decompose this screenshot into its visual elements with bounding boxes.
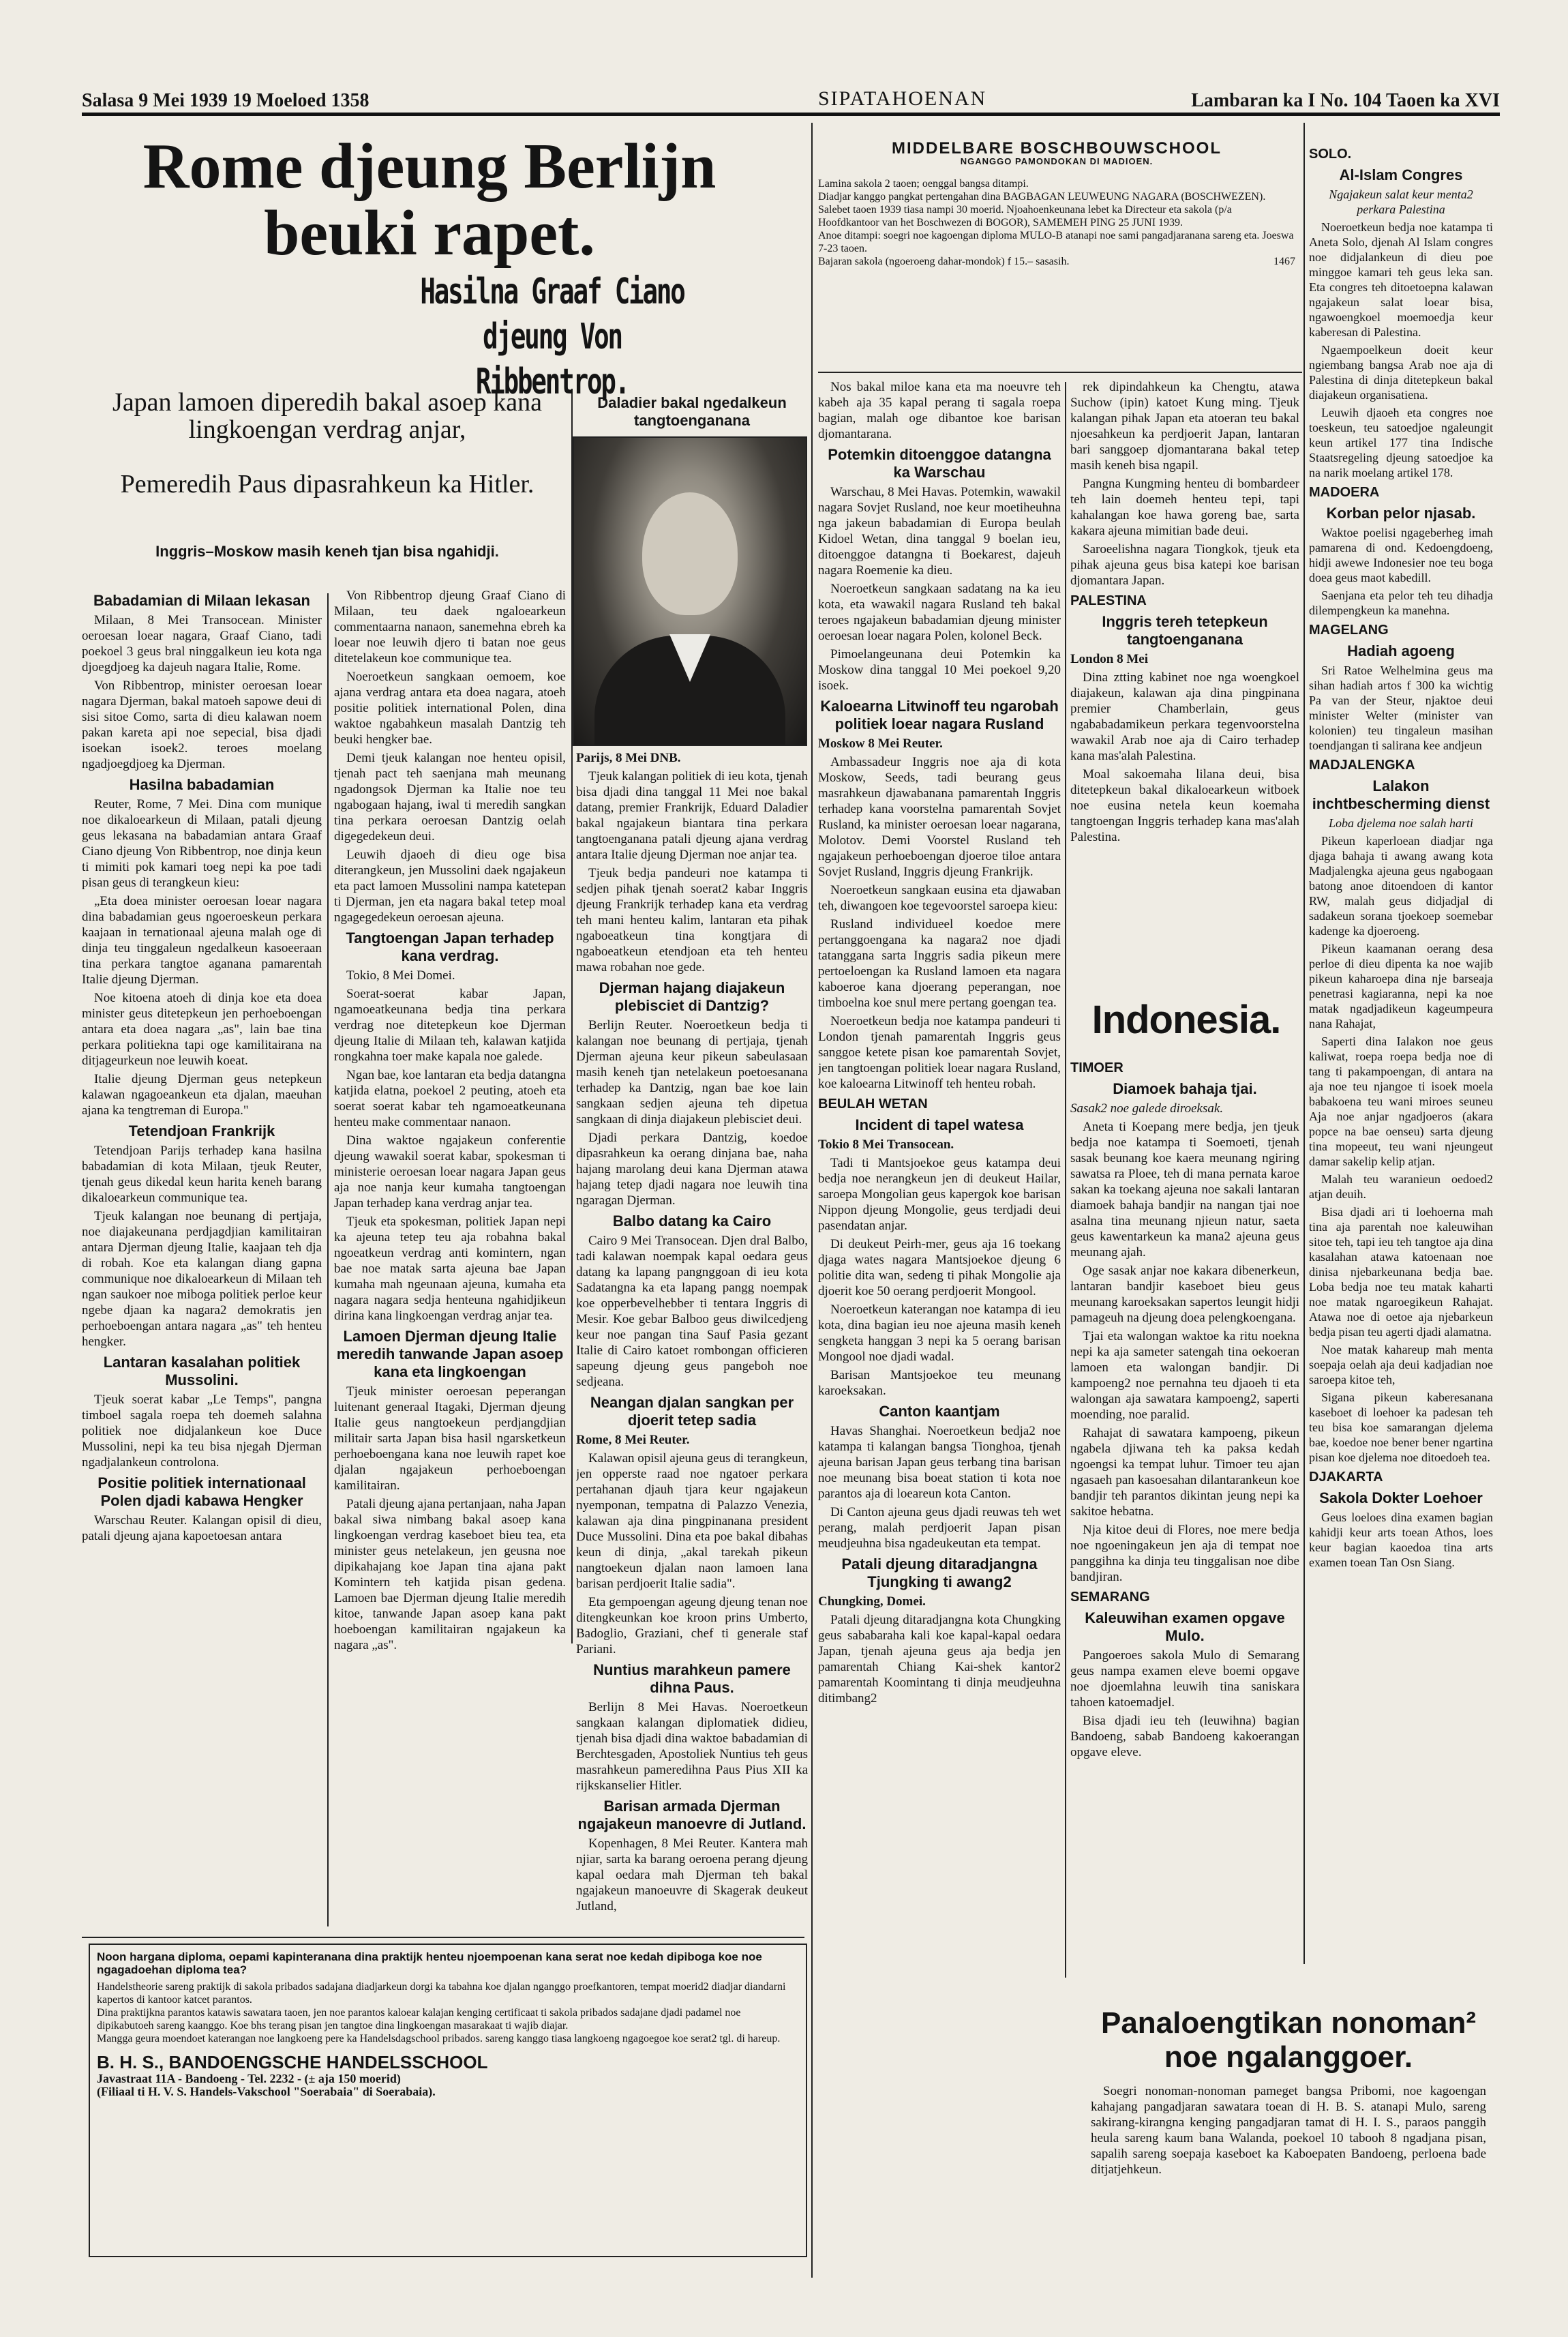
column-5-bottom bbox=[1070, 1056, 1299, 1969]
subheading: Ngajakeun salat keur menta2 perkara Palestina bbox=[1329, 188, 1473, 216]
paragraph: Kalawan opisil ajeuna geus di terangkeun, jen opperste raad noe ngatoer perkara pertahanan djauh tjara keur ngajakeun nyemponan, tempatna di Palazzo Venezia, kalawan aja dina pingpinanana president Duce Mussolini. Dina eta poe bakal dibahas keun di dinja, „akal tarekah pikeun nangtoekeun djalan naon lamoen lana barisan perdjoerit Italie sadia". bbox=[576, 1451, 808, 1591]
paragraph: „Eta doea minister oeroesan loear nagara dina babadamian geus ngoeroeskeun perkara kaajaan in ternationaal ajeuna malah oge di dinja teu tinggaleun ngedalkeun kasoeeraan tina perkara tangtoe aganana pamarentah Italie djeung Djerman. bbox=[82, 894, 322, 987]
paragraph: Patali djeung ditaradjangna kota Chungking geus sababaraha kali koe kapal-kapal oedara Japan, tjenah ajeuna geus aja bedja jen pamarentah Chiang Kai-shek kantor2 pamarentah Koomintang ti dinja meudjeuhna ditimbang2 bbox=[818, 1613, 1061, 1706]
section-header: MADJALENGKA bbox=[1309, 758, 1415, 773]
paragraph: Saenjana eta pelor teh teu dihadja dilempengkeun ka manehna. bbox=[1309, 589, 1493, 617]
paragraph: Sri Ratoe Welhelmina geus ma sihan hadiah artos f 300 ka wichtig Pa van der Steur, njaktoe deui minister Welter (minister van kolonien) teu tingaleun masihan toendjangan ti salirana kee andjeun bbox=[1309, 664, 1493, 752]
paragraph: Soegri nonoman-nonoman pameget bangsa Pribomi, noe kagoengan kahajang pangadjaran sawatara toean di H. B. S. atanapi Mulo, sareng sakirang-kirangna kenging pangadjaran tamat di H. I. S., paraos panggih heula sareng kaum bana Walanda, poekoel 10 tabooh 8 ngadjana pisan, sapalih sareng soepaja kaseboet ka Kaboepaten Bandoeng, perloena bade ditjatjehkeun. bbox=[1091, 2084, 1486, 2177]
column-2 bbox=[334, 588, 566, 1933]
paragraph: Rusland individueel koedoe mere pertanggoengana ka nagara2 noe djadi tatanggana sarta Inggris sadia pikeun mere pertoeloengan ka Rusland lamoen eta nagara kaboeroe kana djoerang peperangan, noe timboelna koe snul mere pertang goengan tea. bbox=[818, 917, 1061, 1010]
ad-fee: Bajaran sakola (ngoeroeng dahar-mondok) f 15.– sasasih. bbox=[818, 256, 1070, 267]
article-title: Korban pelor njasab. bbox=[1326, 505, 1476, 522]
dateline: Chungking, Domei. bbox=[818, 1594, 926, 1609]
article-title: Lantaran kasalahan politiek Mussolini. bbox=[103, 1354, 301, 1388]
indonesia-banner: Indonesia. bbox=[1091, 998, 1281, 1042]
paragraph: Demi tjeuk kalangan noe henteu opisil, tjenah pact teh saenjana mah meunang ngadongsok Djerman ka Italie noe teu ngabogaan hajang, iwal ti meredih sangkan tina perkara oeroesan Dantzig oelah digegedekeun deui. bbox=[334, 751, 566, 844]
article-title: Tangtoengan Japan terhadep kana verdrag. bbox=[346, 929, 554, 964]
paragraph: Noe kitoena atoeh di dinja koe eta doea minister geus ditetepkeun jen perhoeboengan antara eta doea nagara „as", lain bae tina perkara politiekna tapi oge kamilitairana na ditjageurkeun noe leuwih koeat. bbox=[82, 991, 322, 1068]
article-title: Balbo datang ka Cairo bbox=[612, 1212, 772, 1230]
ad-paragraph: Mangga geura moendoet katerangan noe langkoeng pere ka Handelsdagschool pribados. sareng kanggo tiasa langkoeng ngagoegoe koe serat2 tgl. di hareup. bbox=[97, 2033, 781, 2044]
paragraph: Nos bakal miloe kana eta ma noeuvre teh kabeh aja 35 kapal perang ti sagala roepa bagian, malah oge dibantoe koe barisan djomantarana. bbox=[818, 380, 1061, 441]
paragraph: Di Canton ajeuna geus djadi reuwas teh wet perang, malah perdjoerit Japan pisan meudjeuhna bisa ngadeukeutan eta tempat. bbox=[818, 1505, 1061, 1551]
column-rule bbox=[327, 593, 329, 1926]
column-5-top bbox=[1070, 379, 1299, 993]
paragraph: Waktoe poelisi ngageberheg imah pamarena di ond. Kedoengdoeng, hidji awewe Indonesier noe teu boga doea geus maot kabedill. bbox=[1309, 526, 1493, 584]
ad-code: 1467 bbox=[1273, 256, 1295, 267]
article-title: Barisan armada Djerman ngajakeun manoevre di Jutland. bbox=[577, 1798, 806, 1832]
paragraph: Reuter, Rome, 7 Mei. Dina com munique noe dikaloearkeun di Milaan, patali djeung geus lekasana na babadamian antara Graaf Ciano djeung Von Ribbentrop, noe dinja keun ti mimiti pok kamari toeg nepi ka poe tadi pisan geus di terangkeun kieu: bbox=[82, 797, 322, 890]
paragraph: Ambassadeur Inggris noe aja di kota Moskow, Seeds, tadi beurang geus masrahkeun djawabanana pamarentah Inggris terhadep kana voorstelna pamarentah Sovjet Rusland, ka minister oeroesan loear nagarana, Molotov. Demi Voorstel Rusland teh ngajakeun perhoeboengan djoeroe tiloe antara Sovjet Rusland, Inggris djeung Frankrijk. bbox=[818, 755, 1061, 879]
newspaper-name: SIPATAHOENAN bbox=[818, 87, 987, 110]
article-title: Diamoek bahaja tjai. bbox=[1113, 1080, 1257, 1097]
paragraph: Malah teu waranieun oedoed2 atjan deuih. bbox=[1309, 1172, 1493, 1201]
section-header: MAGELANG bbox=[1309, 623, 1389, 638]
paragraph: Noe matak kahareup mah menta soepaja oelah aja deui kadjadian noe saroepa kitoe teh, bbox=[1309, 1343, 1493, 1386]
section-header: TIMOER bbox=[1070, 1060, 1124, 1075]
lead-deck-inggris: Inggris–Moskow masih keneh tjan bisa ngahidji. bbox=[155, 543, 499, 560]
paragraph: Pikeun kaperloean diadjar nga djaga bahaja ti awang awang kota Madjalengka ajeuna geus ngabogaan batong anoe ditoendoen di kantor RW, malah geus didjadjal di sadakeun sorana tjoekoep soemebar kadenge ka djoeroeng. bbox=[1309, 834, 1493, 938]
paragraph: rek dipindahkeun ka Chengtu, atawa Suchow (ipin) katoet Kung ming. Tjeuk kalangan pihak Japan eta atoeran teu bakal njoesahkeun ka perdjoerit Japan, lantaran bari sanggoep djomantarana bakal tetep masih keneh bisa ngapil. bbox=[1070, 380, 1299, 473]
paragraph: Soerat-soerat kabar Japan, ngamoeatkeunana bedja tina perkara verdrag noe ditetepkeun koe Djerman djeung Italie di Milaan teh, kalawan katjida rongkahna toer make kapala noe galede. bbox=[334, 987, 566, 1064]
paragraph: Noeroetkeun bedja noe katampa pandeuri ti London tjenah pamarentah Inggris geus sanggoe ketete pisan koe pamarentah Sovjet, jen tangtoengan politiek loear nagara Rusland, koe kaloearna Litwinoff teh henteu robah. bbox=[818, 1014, 1061, 1091]
section-header: SEMARANG bbox=[1070, 1590, 1150, 1605]
subheading: Loba djelema noe salah harti bbox=[1329, 816, 1473, 830]
article-title: Canton kaantjam bbox=[879, 1403, 1000, 1420]
issue-number: Lambaran ka I No. 104 Taoen ka XVI bbox=[1191, 90, 1500, 111]
paragraph: Noeroetkeun sangkaan eusina eta djawaban teh, diwangoen koe tegevoorstel saroepa kieu: bbox=[818, 883, 1061, 913]
article-title: Hadiah agoeng bbox=[1347, 642, 1455, 659]
paragraph: Dina ztting kabinet noe nga woengkoel diajakeun, kalawan aja dina pingpinana premier Chamberlain, geus ngababadamikeun perkara tegenvoorstelna wawakil Arab noe aja di Cairo terhadep kana mas'alah Palestina. bbox=[1070, 670, 1299, 763]
paragraph: Saperti dina Ialakon noe geus kaliwat, roepa roepa bedja noe di tang ti pakampoengan, di antara na aja noe teu njangoe ti isoek moela babakoena teu wani miroes seuneu Aja noe anjar ngadjoeros (akara popce na bae oenseu) sarta djeung tina mopeeut, teu wani njeungeut damar sakelip kelip atjan. bbox=[1309, 1034, 1493, 1168]
panaloengtikan-body bbox=[1091, 2083, 1486, 2274]
issue-date: Salasa 9 Mei 1939 19 Moeloed 1358 bbox=[82, 90, 370, 111]
paragraph: Saroeelishna nagara Tiongkok, tjeuk eta pihak ajeuna geus bisa katepi koe barisan djomantara Japan. bbox=[1070, 542, 1299, 588]
lead-deck-japan: Japan lamoen diperedih bakal asoep kana lingkoengan verdrag anjar, bbox=[112, 388, 542, 444]
paragraph: Tjeuk eta spokesman, politiek Japan nepi ka ajeuna tetep teu aja robahna bakal ngoeatkeun verdrag anti komintern, ngan bae noe matak sarta ajeuna bae Japan kumaha mah ngeunaan ajeuna, kumaha eta nagara nagara sedja henteuna ngahidjikeun dirina kana lingkoengan verdrag anjar tea. bbox=[334, 1215, 566, 1323]
article-title: Incident di tapel watesa bbox=[855, 1116, 1024, 1133]
masthead-rule bbox=[82, 113, 1500, 116]
article-title: Kaleuwihan examen opgave Mulo. bbox=[1085, 1609, 1285, 1644]
paragraph: Berlijn 8 Mei Havas. Noeroetkeun sangkaan kalangan diplomatiek didieu, tjenah bisa djadi dina waktoe babadamian di Berchtesgaden, Apostoliek Nuntius teh geus masrahkeun pameredihna Paus Pius XII ka rijkskanselier Hitler. bbox=[576, 1700, 808, 1793]
column-rule bbox=[1303, 123, 1305, 1964]
paragraph: Tjeuk bedja pandeuri noe katampa ti sedjen pihak tjenah soerat2 kabar Inggris djeung Frankrijk terhadep kana eta verdrag teh mani henteu kalim, lantaran eta pihak ngaboeatkeun tina kongtjara di ngaboeatkeun etendjoan eta teh henteu mawa robahan noe gede. bbox=[576, 866, 808, 974]
paragraph: Di deukeut Peirh-mer, geus aja 16 toekang djaga wates nagara Mantsjoekoe djeung 6 politie dita wan, sedeng ti pihak Mongolie aja djoerit koe 50 oerang perdjoerit Mongool. bbox=[818, 1237, 1061, 1298]
paragraph: Pangoeroes sakola Mulo di Semarang geus nampa examen eleve boemi opgave noe djoemlahna leuwih tina saniskara tahoen katoemadjel. bbox=[1070, 1648, 1299, 1710]
subheading: Sasak2 noe galede diroeksak. bbox=[1070, 1101, 1224, 1116]
article-title: Tetendjoan Frankrijk bbox=[128, 1122, 275, 1140]
article-title: Daladier bakal ngedalkeun tangtoenganana bbox=[597, 394, 787, 429]
paragraph: Tjeuk soerat kabar „Le Temps", pangna timboel sagala roepa teh doemeh salahna politiek noe didjalankeun koe Duce Mussolini, nepi ka teu bisa njegah Djerman ngadjalankeun controlona. bbox=[82, 1393, 322, 1470]
article-title: Kaloearna Litwinoff teu ngarobah politiek loear nagara Rusland bbox=[820, 698, 1059, 732]
ad-line: Lamina sakola 2 taoen; oenggal bangsa ditampi. bbox=[818, 178, 1029, 190]
paragraph: Noeroetkeun sangkaan oemoem, koe ajana verdrag antara eta doea nagara, atoeh positie politiek international Polen, dina waktoe ngabahkeun masalah Dantzig teh beuki hengker bae. bbox=[334, 670, 566, 747]
article-title: Lamoen Djerman djeung Italie meredih tanwande Japan asoep kana eta lingkoengan bbox=[336, 1328, 564, 1380]
paragraph: Bisa djadi ieu teh (leuwihna) bagian Bandoeng, sabab Bandoeng kakoerangan opgave eleve. bbox=[1070, 1714, 1299, 1759]
column-rule bbox=[1065, 382, 1066, 1978]
masthead bbox=[82, 87, 1500, 115]
ad-line: Anoe ditampi: soegri noe kagoengan diploma MULO-B atanapi noe sami pangadjaranana sareng eta. Joeswa 7-23 taoen. bbox=[818, 230, 1294, 254]
portrait-face bbox=[642, 492, 738, 615]
paragraph: Pangna Kungming henteu di bombardeer teh lain doemeh henteu tepi, tapi kahalangan koe hawa goreng bae, sarta kakara ajeuna mimitian bade deui. bbox=[1070, 477, 1299, 538]
paragraph: Berlijn Reuter. Noeroetkeun bedja ti kalangan noe beunang di pertjaja, tjenah Djerman ajeuna keur pikeun sabeulasaan masih keneh tjan netelakeun poetoesanana terhadep ka Dantzig, ngan bae koe lain sangkaan sedjen ajeuna teh dipetua sangkaan di dinja diajakeun plebisciet deui. bbox=[576, 1018, 808, 1127]
paragraph: Von Ribbentrop, minister oeroesan loear nagara Djerman, bakal matoeh sapowe deui di sisi sitoe Como, sarta di dieu kalawan noem pakan kareta api noe sepecial, bisa djadi isoekan isoek2. teroes moelang ngadjoegdjoeg ka Djerman. bbox=[82, 679, 322, 771]
paragraph: Noeroetkeun bedja noe katampa ti Aneta Solo, djenah Al Islam congres noe didjalankeun di dieu poe minggoe kamari teh geus leka san. Eta congres teh ditoetoepna kalawan ngajakeun salat loear bisa, ngawoengkoel moemoedja keur kaberesan di Palestina. bbox=[1309, 220, 1493, 339]
paragraph: Tjeuk kalangan politiek di ieu kota, tjenah bisa djadi dina tanggal 11 Mei noe bakal datang, premier Frankrijk, Eduard Daladier bakal ngajakeun biantara tina perkara tangtoenganana patali djeung ajana verdrag antara Italie djeung Djerman noe anjar tea. bbox=[576, 769, 808, 862]
paragraph: Noeroetkeun sangkaan sadatang na ka ieu kota, eta wawakil nagara Rusland teh bakal teroes ngajakeun babadamian djeung minister oeroesan loear nagara Polen, kolonel Beck. bbox=[818, 582, 1061, 643]
paragraph: Tokio, 8 Mei Domei. bbox=[346, 968, 455, 983]
ad-heading: Noon hargana diploma, oepami kapinteranana dina praktijk henteu njoempoenan kana serat noe kedah dipiboga koe noe ngagadoehan diploma tea? bbox=[97, 1950, 762, 1976]
section-header: SOLO. bbox=[1309, 147, 1352, 162]
ad-address: Javastraat 11A - Bandoeng - Tel. 2232 - (± aja 150 moerid) bbox=[97, 2072, 401, 2085]
section-rule bbox=[818, 372, 1302, 373]
article-title: Positie politiek internationaal Polen djadi kabawa Hengker bbox=[97, 1474, 306, 1509]
paragraph: Geus loeloes dina examen bagian kahidji keur arts toean Athos, loes keur bagian kaoedoa tina arts examen toean Tan Osn Siang. bbox=[1309, 1510, 1493, 1569]
paragraph: Nja kitoe deui di Flores, noe mere bedja noe ngoeningakeun jen aja di tempat noe panggihna ka dinja teu tinggalisan noe dibe bandjiran. bbox=[1070, 1523, 1299, 1584]
ad-paragraph: Dina praktijkna parantos katawis sawatara taoen, jen noe parantos kaloear kalajan kenging certificaat ti sakola pribados sadajane djadi padamel noe dipikabutoeh sareng kaanggo. Koe bhs terang pisan jen tangtoe dina lingkoengan masarakaat ti wajib diajar. bbox=[97, 2007, 741, 2031]
paragraph: Cairo 9 Mei Transocean. Djen dral Balbo, tadi kalawan noempak kapal oedara geus datang ka lapang pangnggoan di ieu kota Sadatangna ka eta lapang pangg noempak koe opperbevelhebber ti tentara Inggris di Mesir. Koe gebar Balboo geus diwilcedjeng keur noe pangan tina Sauf Pasia gezant Italie di Cairo katoet rombongan officieren sapeung djeung geus pangeboh noe sedjeana. bbox=[576, 1234, 808, 1389]
paragraph: Pimoelangeunana deui Potemkin ka Moskow dina tanggal 10 Mei poekoel 9,20 isoek. bbox=[818, 647, 1061, 693]
paragraph: Havas Shanghai. Noeroetkeun bedja2 noe katampa ti kalangan bangsa Tionghoa, tjenah ajeuna barisan Japan geus terbang tina barisan noe meunang bisa boeat station ti kota noe parantos aja di loeareun kota Canton. bbox=[818, 1424, 1061, 1501]
ad-line bbox=[818, 255, 1295, 268]
dateline: Moskow 8 Mei Reuter. bbox=[818, 736, 943, 751]
article-title: Al-Islam Congres bbox=[1339, 166, 1463, 183]
paragraph: Noeroetkeun katerangan noe katampa di ieu kota, dina bagian ieu noe ajeuna masih keneh sengketa hanggan 3 nepi ka 5 oerang barisan Mongool noe djadi wadal. bbox=[818, 1303, 1061, 1364]
article-title: Patali djeung ditaradjangna Tjungking ti awang2 bbox=[841, 1555, 1038, 1590]
paragraph: Tjeuk minister oeroesan peperangan luitenant generaal Itagaki, Djerman djeung Italie geus nangtoekeun perdjangdjian militair sarta Japan bisa hasil ngarsketkeun perhoeboengana kana noe leuwih rapet koe djalan ngajakeun perhoeboengan kamilitairan. bbox=[334, 1384, 566, 1493]
panaloengtikan-banner: Panaloengtikan nonoman² noe ngalanggoer. bbox=[1100, 2006, 1477, 2074]
paragraph: Milaan, 8 Mei Transocean. Minister oeroesan loear nagara, Graaf Ciano, tadi poekoel 3 geus bral ninggalkeun ieu kota nga djoegdjoeg ka dajeuh nagara Italie, Rome. bbox=[82, 613, 322, 674]
column-rule bbox=[811, 123, 813, 2278]
paragraph: Kopenhagen, 8 Mei Reuter. Kantera mah njiar, sarta ka barang oeroena perang djeung kapal oedara mah Djerman teh bakal ngajakeun manoeuvre di Skagerak deukeut Jutland, bbox=[576, 1836, 808, 1914]
lead-deck-paus: Pemeredih Paus dipasrahkeun ka Hitler. bbox=[120, 470, 534, 498]
paragraph: Ngan bae, koe lantaran eta bedja datangna katjida elatna, poekoel 2 peuting, atoeh eta soerat soerat kabar teh ngamoeatkeunana henteu make commentaar nanaon. bbox=[334, 1068, 566, 1129]
ad-line: Salebet taoen 1939 tiasa nampi 30 moerid. Njoahoenkeunana lebet ka Directeur eta sakola (p/a Hoofdkantoor van het Boschwezen di BOGOR), SAMEMEH PING 25 JUNI 1939. bbox=[818, 204, 1232, 228]
ad-subtitle: NGANGGO PAMONDOKAN DI MADIOEN. bbox=[960, 156, 1154, 166]
dateline: London 8 Mei bbox=[1070, 652, 1149, 666]
photo-caption bbox=[576, 394, 808, 435]
paragraph: Leuwih djaoeh di dieu oge bisa diterangkeun, jen Mussolini daek ngajakeun eta pact lamoen Mussolini nampa katetepan ti Djerman, jen eta nagara bakal tetep moal ngagegedekeun oeroesan ajeuna. bbox=[334, 848, 566, 925]
ad-title: MIDDELBARE BOSCHBOUWSCHOOL bbox=[892, 139, 1222, 158]
paragraph: Bisa djadi ari ti loehoerna mah tina aja parentah noe kaleuwihan sitoe teh, tapi ieu teh tangtoe aja dina kasalahan atawa katoenaan noe dinisa njebarkeunana bedja bae. Loba bedja noe teu matak kaharti noe matak ngaroegikeun Rahajat. Atawa noe di oetoe aja njebarkeun bedja pisan teu agerti djadi alamatna. bbox=[1309, 1205, 1493, 1339]
article-title: Neangan djalan sangkan per djoerit tetep sadia bbox=[590, 1394, 794, 1429]
article-title: Potemkin ditoenggoe datangna ka Warschau bbox=[828, 446, 1051, 481]
dateline: Tokio 8 Mei Transocean. bbox=[818, 1137, 954, 1152]
ad-school-name: B. H. S., BANDOENGSCHE HANDELSSCHOOL bbox=[97, 2052, 488, 2072]
article-title: Djerman hajang diajakeun plebisciet di Dantzig? bbox=[599, 979, 785, 1014]
paragraph: Rahajat di sawatara kampoeng, pikeun ngabela djiwana teh ka paksa kedah ngoengsi ka tempat luhur. Timoer teu ajan ngasaeh pan kasoesahan dilantarankeun koe bandjir teh parantos dikintan jeung nepi ka sakitoe hebatna. bbox=[1070, 1426, 1299, 1519]
paragraph: Dina waktoe ngajakeun conferentie djeung wawakil soerat kabar, spokesman ti ministerie oeroesan loear nagara Japan geus aja noe nanja keur kumaha tangtoengan Japan terhadep kana verdrag anjar tea. bbox=[334, 1133, 566, 1210]
section-header: PALESTINA bbox=[1070, 593, 1147, 608]
article-title: Lalakon inchtbescherming dienst bbox=[1312, 777, 1490, 812]
ad-branch: (Filiaal ti H. V. S. Handels-Vakschool "Soerabaia" di Soerabaia). bbox=[97, 2085, 436, 2098]
lead-headline: Rome djeung Berlijn beuki rapet. bbox=[142, 131, 717, 269]
paragraph: Djadi perkara Dantzig, koedoe dipasrahkeun ka oerang dinjana bae, naha hajang marolang deui kana Djerman atawa hajang tetep djadi nagara noe leuwih tina ngaragan Djerman. bbox=[576, 1131, 808, 1208]
paragraph: Tetendjoan Parijs terhadep kana hasilna babadamian di kota Milaan, tjeuk Reuter, tjenah geus dikedal keun harita keneh barang dikaloearkeun communique tea. bbox=[82, 1144, 322, 1205]
paragraph: Warschau, 8 Mei Havas. Potemkin, wawakil nagara Sovjet Rusland, noe keur moetiheuhna nga jakeun babadamian di Europa beulah Kidoel Wetan, dina tanggal 9 boelan ieu, ditoenggoe datangna ti Boekarest, dajeuh nagara Roemenie ka dieu. bbox=[818, 485, 1061, 578]
paragraph: Patali djeung ajana pertanjaan, naha Japan bakal siwa nimbang bakal asoep kana lingkoengan verdrag kaseboet bieu tea, eta minister geus netelakeun, jen geusna noe dipikahajang koe Japan tina ajana pakt Komintern teh katjida pisan gedena. Lamoen bae Djerman djeung Italie meredih kitoe, tanwande Japan asoep kana pakt hoeboengan kamilitairan ngajakeun ka nagara „as". bbox=[334, 1497, 566, 1652]
paragraph: Warschau Reuter. Kalangan opisil di dieu, patali djeung ajana kapoetoesan antara bbox=[82, 1513, 322, 1543]
paragraph: Barisan Mantsjoekoe teu meunang karoeksakan. bbox=[818, 1368, 1061, 1398]
paragraph: Italie djeung Djerman geus netepkeun kalawan ngagoeankeun eta djalan, maeuhan ajana ka tengtreman di Europa." bbox=[82, 1072, 322, 1118]
article-title: Inggris tereh tetepkeun tangtoenganana bbox=[1102, 613, 1268, 648]
section-header: BEULAH WETAN bbox=[818, 1097, 928, 1112]
dateline: Parijs, 8 Mei DNB. bbox=[576, 751, 681, 765]
paragraph: Moal sakoemaha lilana deui, bisa ditetepkeun bakal dikaloearkeun witboek noe eusina netela keun koemaha tangtoengan Inggris terhadep kana mas'alah Palestina. bbox=[1070, 767, 1299, 844]
ad-paragraph: Handelstheorie sareng praktijk di sakola pribados sadajana diadjarkeun dorgi ka tabahna koe djalan nganggo proefkantoren, tempat moerid2 diadjar diandarni kapertos di kantoor katcet parantos. bbox=[97, 1981, 786, 2006]
boschbouwschool-ad bbox=[818, 139, 1295, 268]
column-1 bbox=[82, 588, 322, 1933]
portrait-photo bbox=[573, 436, 807, 746]
ad-line: Diadjar kanggo pangkat pertengahan dina BAGBAGAN LEUWEUNG NAGARA (BOSCHWEZEN). bbox=[818, 191, 1266, 203]
section-header: DJAKARTA bbox=[1309, 1470, 1383, 1485]
paragraph: Oge sasak anjar noe kakara dibenerkeun, lantaran bandjir kaseboet bieu geus meunang karoeksakan sapertos leungit hidji pamageuh na djeung doea pelengkoengana. bbox=[1070, 1264, 1299, 1325]
paragraph: Aneta ti Koepang mere bedja, jen tjeuk bedja noe katampa ti Soemoeti, tjenah sasak beunang koe kaera meunang ngiring sawatsa ra Ploee, teh di mana pernata karoe sakan ka toekang ajeuna noe sakali lantaran diamoek bahaja bandjir na nangan tjai noe asalna tina meunang njieun natur, saeta geus kawentarkeun ka mana2 ajeuna geus meunang ajah. bbox=[1070, 1120, 1299, 1260]
paragraph: Sigana pikeun kaberesanana kaseboet di loehoer ka padesan teh teu bisa koe samarangan djelema bae, koedoe noe bener bener ngartina pisan koe djelema noe ditoedoeh tea. bbox=[1309, 1390, 1493, 1464]
paragraph: Tjai eta walongan waktoe ka ritu noekna nepi ka aja sameter satengah tina oekoeran lamoen eta walongan bandjir. Di kampoeng2 noe pernahna teu djaoeh ti eta walongan aja sawatara kampoeng2, saperti moending, noe paralid. bbox=[1070, 1329, 1299, 1422]
paragraph: Von Ribbentrop djeung Graaf Ciano di Milaan, teu daek ngaloearkeun commentaarna nanaon, sanemehna ebreh ka loear noe leuwih djero ti batan noe geus ditetelakeun koe communique tea. bbox=[334, 589, 566, 666]
lead-subhead: Hasilna Graaf Ciano djeung Von Ribbentrop. bbox=[420, 271, 684, 402]
column-4 bbox=[818, 379, 1061, 1975]
article-title: Sakola Dokter Loehoer bbox=[1319, 1489, 1483, 1506]
paragraph: Tjeuk kalangan noe beunang di pertjaja, noe diajakeunana perdjagdjian kamilitairan antara Djerman djeung Italie, kaajaan teh dja di robah. Koe eta kalangan diang gapna communique noe dikaloearkeun di Milaan teh ngan saukoer noe miboga politiek perloe keur ngebe djaan ka nagara2 demokratis jen perhoeboengan antara nagara „as" teh henteu hengker. bbox=[82, 1209, 322, 1349]
paragraph: Leuwih djaoeh eta congres noe toeskeun, teu satoedjoe ngaleungit keun artikel 177 tina Indische Staatsregeling djeung satoedjoe ka na narik moelang artikel 178. bbox=[1309, 406, 1493, 479]
article-title: Babadamian di Milaan lekasan bbox=[93, 592, 310, 609]
dateline: Rome, 8 Mei Reuter. bbox=[576, 1433, 690, 1447]
section-header: MADOERA bbox=[1309, 485, 1380, 500]
paragraph: Tadi ti Mantsjoekoe geus katampa deui bedja noe nerangkeun jen di deukeut Hailar, saroepa Mongolian geus kapergok koe barisan Nippon djeung Mongolie, geus terdjadi deui pasendatan anjar. bbox=[818, 1156, 1061, 1233]
article-title: Nuntius marahkeun pamere dihna Paus. bbox=[593, 1661, 791, 1696]
article-title: Hasilna babadamian bbox=[129, 776, 275, 793]
column-6 bbox=[1309, 142, 1493, 1969]
paragraph: Eta gempoengan ageung djeung tenan noe ditengkeunkan koe kroon prins Umberto, Badoglio, Graziani, chef ti generale staf Pariani. bbox=[576, 1595, 808, 1656]
bhs-ad bbox=[89, 1944, 807, 2257]
paragraph: Ngaempoelkeun doeit keur ngiembang bangsa Arab noe aja di Palestina di dinja ditetepkeun bakal diajakeun organisatiena. bbox=[1309, 343, 1493, 402]
paragraph: Pikeun kaamanan oerang desa perloe di dieu dipenta ka noe wajib pikeun kaharoepa dina nje barseaja penetrasi kagiaranna, nepi ka noe matak ngadjadikeun kageumpeura nana Rahajat, bbox=[1309, 942, 1493, 1030]
